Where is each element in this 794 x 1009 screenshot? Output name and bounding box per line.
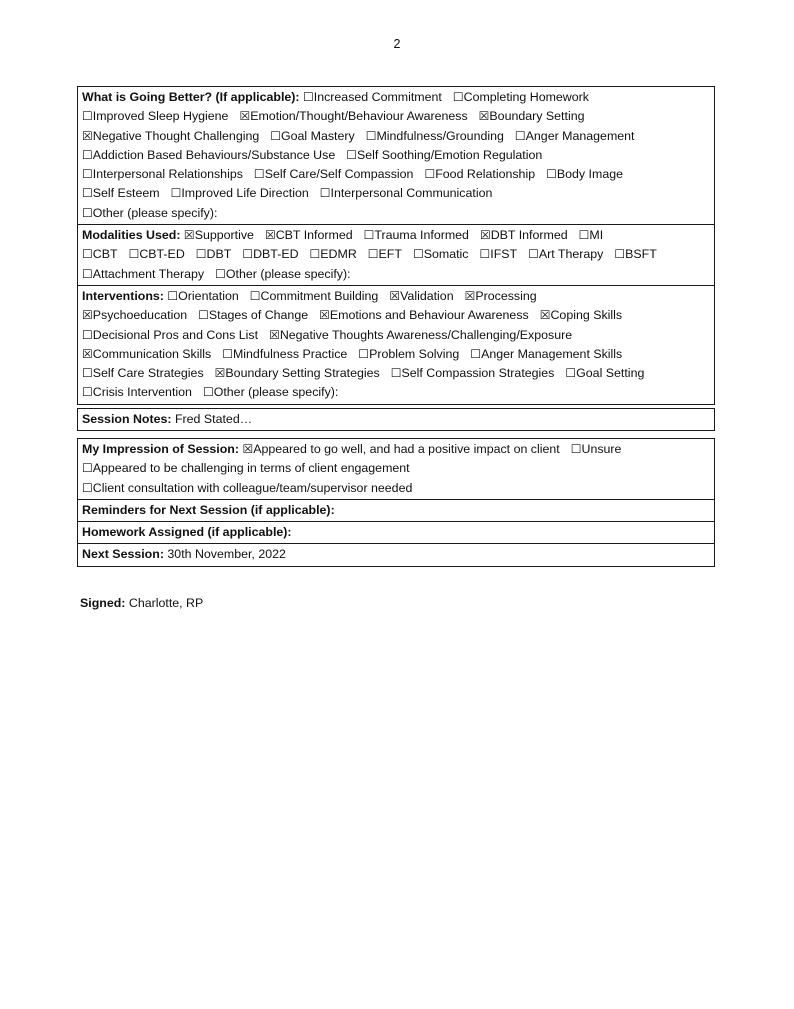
checkbox-option[interactable]	[368, 245, 402, 264]
unchecked-box-icon[interactable]: ☐	[363, 228, 375, 243]
checkbox-option[interactable]	[222, 345, 347, 364]
impression-section	[78, 439, 714, 499]
checkbox-option[interactable]	[319, 306, 529, 325]
unchecked-box-icon[interactable]: ☐	[578, 228, 590, 243]
impression-row	[82, 459, 709, 478]
checkbox-label: Food Relationship	[435, 167, 536, 182]
checkbox-label: MI	[589, 228, 604, 243]
checkbox-label: Appeared to be challenging in terms of client engagement	[92, 461, 410, 476]
checkbox-label: IFST	[490, 247, 518, 262]
unchecked-box-icon[interactable]: ☐	[82, 461, 93, 476]
interventions-row	[82, 287, 709, 306]
going-better-row	[82, 204, 709, 223]
checkbox-label: Art Therapy	[538, 247, 604, 262]
unchecked-box-icon[interactable]: ☐	[479, 247, 491, 262]
checkbox-option[interactable]	[171, 184, 309, 203]
unchecked-box-icon[interactable]: ☐	[528, 247, 539, 262]
checkbox-label: Increased Commitment	[313, 90, 442, 104]
modalities-section	[78, 224, 714, 285]
modalities-label: Modalities Used:	[82, 228, 181, 243]
unchecked-box-icon[interactable]: ☐	[215, 266, 226, 281]
checkbox-option[interactable]	[540, 306, 622, 325]
unchecked-box-icon[interactable]: ☐	[195, 247, 207, 262]
checkbox-label: Commitment Building	[260, 288, 379, 303]
checkbox-label: Trauma Informed	[374, 228, 469, 243]
unchecked-box-icon[interactable]: ☐	[170, 186, 182, 201]
unchecked-box-icon[interactable]: ☐	[242, 247, 254, 262]
checkbox-option[interactable]	[366, 127, 504, 146]
next-session-value[interactable]: 30th November, 2022	[167, 547, 286, 562]
unchecked-box-icon[interactable]: ☐	[222, 346, 233, 361]
checkbox-option[interactable]	[614, 245, 656, 264]
checkbox-option[interactable]	[465, 287, 537, 306]
checkbox-label: Communication Skills	[92, 346, 212, 361]
unchecked-box-icon[interactable]: ☐	[546, 167, 557, 182]
checkbox-option[interactable]	[265, 226, 353, 245]
reminders-row	[78, 499, 714, 521]
modalities-row	[82, 265, 709, 284]
signature-line	[80, 594, 203, 612]
session-notes-label: Session Notes:	[82, 412, 172, 426]
session-notes-box	[77, 408, 715, 431]
unchecked-box-icon[interactable]: ☐	[82, 147, 93, 162]
checkbox-option[interactable]	[196, 245, 232, 264]
unchecked-box-icon[interactable]: ☐	[82, 247, 93, 262]
checkbox-option[interactable]	[579, 226, 604, 245]
checkbox-option[interactable]	[565, 364, 644, 383]
checked-box-icon[interactable]: ☒	[478, 109, 490, 124]
checked-box-icon[interactable]: ☒	[183, 228, 195, 243]
interventions-row	[82, 364, 709, 383]
checked-box-icon[interactable]: ☒	[82, 346, 93, 361]
going-better-label: What is Going Better? (If applicable):	[82, 90, 300, 104]
checkbox-label: Self Soothing/Emotion Regulation	[356, 147, 543, 162]
checkbox-option[interactable]	[82, 204, 217, 223]
checkbox-label: Negative Thought Challenging	[92, 128, 260, 143]
checkbox-option[interactable]	[82, 479, 412, 498]
checked-box-icon[interactable]: ☒	[264, 228, 276, 243]
checkbox-label: Orientation	[178, 288, 239, 303]
unchecked-box-icon[interactable]: ☐	[570, 442, 582, 456]
homework-label: Homework Assigned (if applicable):	[82, 525, 292, 540]
checkbox-label: Interpersonal Relationships	[92, 167, 243, 182]
checkbox-label: Appeared to go well, and had a positive impact on client	[253, 442, 560, 456]
checkbox-option[interactable]	[82, 383, 192, 402]
unchecked-box-icon[interactable]: ☐	[303, 90, 314, 104]
homework-row	[78, 521, 714, 543]
checkbox-option[interactable]	[198, 306, 308, 325]
checkbox-option[interactable]	[310, 245, 357, 264]
checkbox-label: Emotion/Thought/Behaviour Awareness	[250, 109, 468, 124]
checked-box-icon[interactable]: ☒	[479, 228, 491, 243]
going-better-row	[82, 146, 709, 165]
checkbox-option[interactable]	[389, 287, 453, 306]
unchecked-box-icon[interactable]: ☐	[358, 346, 370, 361]
checked-box-icon[interactable]: ☒	[319, 308, 330, 323]
checkbox-label: Decisional Pros and Cons List	[92, 327, 259, 342]
checkbox-option[interactable]	[303, 88, 442, 107]
checkbox-label: Other (please specify):	[213, 385, 339, 400]
checked-box-icon[interactable]: ☒	[389, 288, 401, 303]
unchecked-box-icon[interactable]: ☐	[82, 266, 93, 281]
checkbox-label: Other (please specify):	[92, 205, 218, 220]
signed-label: Signed:	[80, 596, 126, 610]
checkbox-label: Other (please specify):	[225, 266, 351, 281]
checkbox-option[interactable]	[82, 306, 187, 325]
checkbox-option[interactable]	[453, 88, 589, 107]
checkbox-option[interactable]	[82, 364, 204, 383]
checkbox-label: Unsure	[581, 442, 622, 456]
page-number: 2	[393, 37, 401, 51]
unchecked-box-icon[interactable]: ☐	[249, 288, 261, 303]
checkbox-label: EDMR	[320, 247, 357, 262]
next-session-label: Next Session:	[82, 547, 164, 562]
checkbox-option[interactable]	[546, 165, 623, 184]
checkbox-option[interactable]	[82, 146, 335, 165]
checkbox-label: Body Image	[556, 167, 623, 182]
checkbox-option[interactable]	[82, 345, 211, 364]
checkbox-label: Improved Sleep Hygiene	[92, 109, 229, 124]
checkbox-label: Self Esteem	[92, 186, 160, 201]
checkbox-option[interactable]	[358, 345, 459, 364]
checkbox-option[interactable]	[242, 245, 298, 264]
checkbox-label: Processing	[475, 288, 537, 303]
checkbox-option[interactable]	[364, 226, 469, 245]
unchecked-box-icon[interactable]: ☐	[565, 366, 577, 381]
checkbox-label: Boundary Setting	[489, 109, 585, 124]
session-checklist-table	[77, 86, 715, 405]
unchecked-box-icon[interactable]: ☐	[167, 288, 179, 303]
checkbox-option[interactable]	[515, 127, 635, 146]
checkbox-option[interactable]	[215, 265, 350, 284]
checkbox-option[interactable]	[470, 345, 622, 364]
checkbox-option[interactable]	[391, 364, 555, 383]
checkbox-label: Addiction Based Behaviours/Substance Use	[92, 147, 336, 162]
impression-label: My Impression of Session:	[82, 442, 239, 456]
checkbox-option[interactable]	[82, 459, 410, 478]
unchecked-box-icon[interactable]: ☐	[367, 247, 379, 262]
checkbox-option[interactable]	[479, 245, 517, 264]
unchecked-box-icon[interactable]: ☐	[82, 366, 93, 381]
going-better-row	[82, 88, 709, 107]
unchecked-box-icon[interactable]: ☐	[452, 90, 464, 104]
checkbox-label: Coping Skills	[550, 308, 623, 323]
unchecked-box-icon[interactable]: ☐	[424, 167, 436, 182]
checkbox-option[interactable]	[571, 440, 622, 459]
next-session-row	[78, 543, 714, 565]
checkbox-option[interactable]	[424, 165, 535, 184]
checkbox-label: Goal Mastery	[281, 128, 355, 143]
unchecked-box-icon[interactable]: ☐	[82, 480, 93, 495]
reminders-label: Reminders for Next Session (if applicable):	[82, 502, 335, 517]
unchecked-box-icon[interactable]: ☐	[82, 385, 93, 400]
checkbox-option[interactable]	[254, 165, 414, 184]
going-better-row	[82, 184, 709, 203]
checkbox-label: EFT	[378, 247, 402, 262]
going-better-row	[82, 107, 709, 126]
checkbox-label: Negative Thoughts Awareness/Challenging/Exposure	[279, 327, 573, 342]
checkbox-option[interactable]	[129, 245, 185, 264]
checkbox-label: Problem Solving	[369, 346, 460, 361]
impression-row	[82, 440, 709, 459]
checkbox-label: Mindfulness Practice	[232, 346, 348, 361]
unchecked-box-icon[interactable]: ☐	[614, 247, 626, 262]
checkbox-option[interactable]	[82, 245, 118, 264]
checked-box-icon[interactable]: ☒	[242, 442, 254, 456]
checkbox-option[interactable]	[82, 165, 243, 184]
interventions-row	[82, 345, 709, 364]
unchecked-box-icon[interactable]: ☐	[198, 308, 209, 323]
interventions-row	[82, 306, 709, 325]
checkbox-label: Crisis Intervention	[92, 385, 192, 400]
checked-box-icon[interactable]: ☒	[82, 308, 93, 323]
checkbox-label: Self Care Strategies	[92, 366, 204, 381]
checkbox-label: Emotions and Behaviour Awareness	[329, 308, 529, 323]
modalities-row	[82, 226, 709, 245]
unchecked-box-icon[interactable]: ☐	[514, 128, 526, 143]
checkbox-option[interactable]	[269, 326, 572, 345]
checkbox-label: DBT-ED	[253, 247, 299, 262]
checkbox-label: Improved Life Direction	[181, 186, 309, 201]
unchecked-box-icon[interactable]: ☐	[412, 247, 424, 262]
checkbox-option[interactable]	[82, 184, 160, 203]
unchecked-box-icon[interactable]: ☐	[82, 109, 93, 124]
checkbox-option[interactable]	[528, 245, 603, 264]
session-notes-value[interactable]: Fred Stated…	[174, 412, 253, 426]
checkbox-option[interactable]	[242, 440, 559, 459]
checkbox-label: Interpersonal Communication	[330, 186, 493, 201]
checkbox-label: DBT	[206, 247, 232, 262]
unchecked-box-icon[interactable]: ☐	[202, 385, 214, 400]
checkbox-option[interactable]	[250, 287, 379, 306]
going-better-row	[82, 165, 709, 184]
checkbox-option[interactable]	[167, 287, 238, 306]
interventions-row	[82, 326, 709, 345]
checked-box-icon[interactable]: ☒	[464, 288, 476, 303]
checkbox-label: CBT-ED	[139, 247, 185, 262]
impression-row	[82, 479, 709, 498]
checkbox-label: Supportive	[194, 228, 254, 243]
checkbox-label: Self Compassion Strategies	[401, 366, 555, 381]
impression-table	[77, 438, 715, 567]
checkbox-option[interactable]	[270, 127, 354, 146]
going-better-section	[78, 87, 714, 224]
checkbox-option[interactable]	[82, 265, 204, 284]
checkbox-option[interactable]	[82, 107, 228, 126]
checkbox-option[interactable]	[82, 326, 258, 345]
checkbox-label: Anger Management	[525, 128, 635, 143]
unchecked-box-icon[interactable]: ☐	[82, 327, 93, 342]
checkbox-label: Psychoeducation	[92, 308, 188, 323]
checkbox-option[interactable]	[346, 146, 542, 165]
checkbox-label: Attachment Therapy	[92, 266, 205, 281]
checkbox-option[interactable]	[184, 226, 254, 245]
checked-box-icon[interactable]: ☒	[539, 308, 551, 323]
checkbox-label: Completing Homework	[463, 90, 589, 104]
checkbox-label: CBT	[92, 247, 118, 262]
checkbox-label: Boundary Setting Strategies	[225, 366, 380, 381]
unchecked-box-icon[interactable]: ☐	[470, 346, 482, 361]
checkbox-option[interactable]	[320, 184, 493, 203]
checkbox-label: Self Care/Self Compassion	[264, 167, 414, 182]
unchecked-box-icon[interactable]: ☐	[82, 205, 93, 220]
checkbox-label: Mindfulness/Grounding	[376, 128, 504, 143]
checkbox-label: Anger Management Skills	[481, 346, 623, 361]
checkbox-option[interactable]	[82, 127, 259, 146]
checkbox-label: Stages of Change	[208, 308, 309, 323]
checked-box-icon[interactable]: ☒	[269, 327, 280, 342]
interventions-row	[82, 383, 709, 402]
checkbox-option[interactable]	[480, 226, 568, 245]
unchecked-box-icon[interactable]: ☐	[270, 128, 282, 143]
unchecked-box-icon[interactable]: ☐	[82, 167, 93, 182]
interventions-label: Interventions:	[82, 288, 164, 303]
checkbox-label: Validation	[400, 288, 454, 303]
unchecked-box-icon[interactable]: ☐	[253, 167, 265, 182]
checkbox-option[interactable]	[215, 364, 380, 383]
checked-box-icon[interactable]: ☒	[239, 109, 251, 124]
checkbox-option[interactable]	[203, 383, 338, 402]
unchecked-box-icon[interactable]: ☐	[128, 247, 140, 262]
checked-box-icon[interactable]: ☒	[214, 366, 226, 381]
modalities-row	[82, 245, 709, 264]
checkbox-label: Goal Setting	[576, 366, 645, 381]
unchecked-box-icon[interactable]: ☐	[309, 247, 321, 262]
unchecked-box-icon[interactable]: ☐	[346, 147, 357, 162]
unchecked-box-icon[interactable]: ☐	[390, 366, 402, 381]
unchecked-box-icon[interactable]: ☐	[319, 186, 331, 201]
checkbox-label: BSFT	[625, 247, 657, 262]
checked-box-icon[interactable]: ☒	[82, 128, 93, 143]
checkbox-option[interactable]	[239, 107, 467, 126]
checkbox-label: DBT Informed	[490, 228, 568, 243]
checkbox-label: Somatic	[423, 247, 469, 262]
checkbox-label: Client consultation with colleague/team/supervisor needed	[92, 480, 413, 495]
going-better-row	[82, 127, 709, 146]
signed-value: Charlotte, RP	[128, 596, 204, 610]
unchecked-box-icon[interactable]: ☐	[82, 186, 93, 201]
checkbox-label: CBT Informed	[275, 228, 353, 243]
interventions-section	[78, 285, 714, 404]
checkbox-option[interactable]	[413, 245, 469, 264]
checkbox-option[interactable]	[479, 107, 585, 126]
unchecked-box-icon[interactable]: ☐	[365, 128, 377, 143]
